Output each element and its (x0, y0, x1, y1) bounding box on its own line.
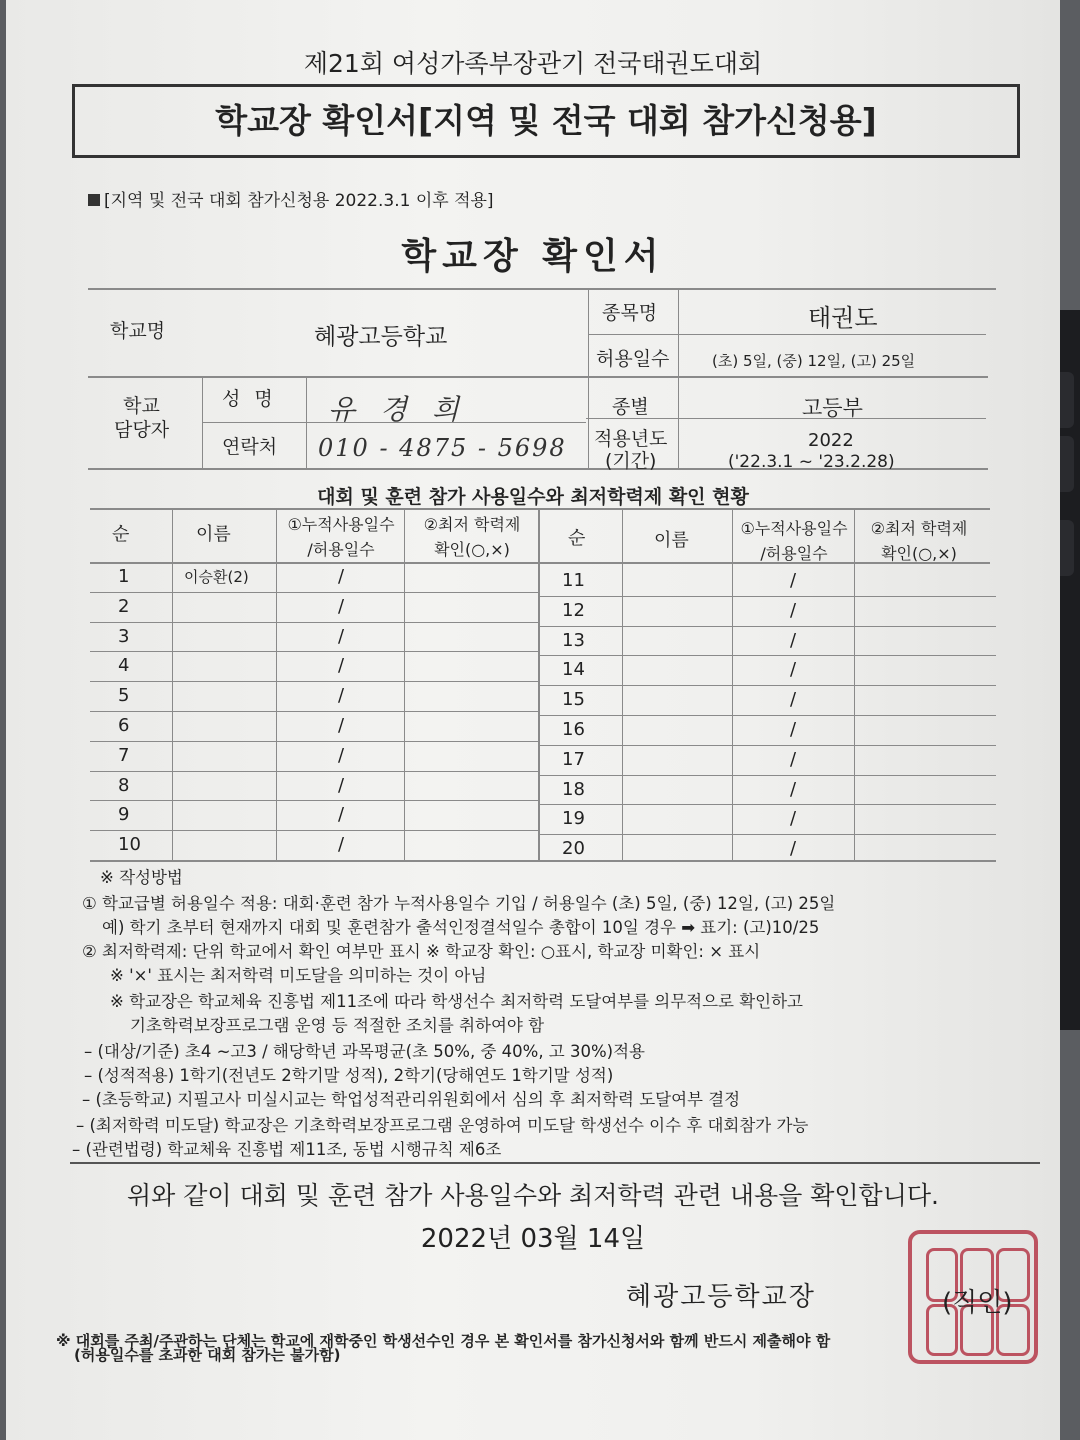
row-used-days: / (338, 626, 345, 647)
note-line: – (대상/기준) 초4 ~고3 / 해당학년 과목평균(초 50%, 중 40%, 고 30%)적용 (84, 1042, 645, 1061)
contact-handwritten: 010 - 4875 - 5698 (318, 434, 567, 462)
sport-value: 태권도 (808, 304, 878, 332)
year-value: 2022 (808, 430, 854, 451)
row-used-days: / (790, 719, 797, 740)
row-used-days: / (790, 659, 797, 680)
row-used-days: / (338, 775, 345, 796)
note-line: – (관련법령) 학교체육 진흥법 제11조, 동법 시행규칙 제6조 (72, 1140, 502, 1159)
note-line: – (최저학력 미도달) 학교장은 기초학력보장프로그램 운영하여 미도달 학생선수 이수 후 대회참가 가능 (76, 1116, 809, 1135)
row-number: 10 (118, 834, 141, 855)
manager-label: 학교 담당자 (114, 395, 170, 441)
footer-note: ※ 대회를 주최/주관하는 단체는 학교에 재학중인 학생선수인 경우 본 확인서를 참가신청서와 함께 반드시 제출해야 함 (56, 1332, 831, 1350)
row-used-days: / (790, 600, 797, 621)
note-line: 기초학력보장프로그램 운영 등 적절한 조치를 취하여야 함 (130, 1016, 545, 1035)
status-title: 대회 및 훈련 참가 사용일수와 최저학력제 확인 현황 (317, 486, 749, 508)
year-label: 적용년도 (기간) (594, 428, 668, 472)
note-line: – (성적적용) 1학기(전년도 2학기말 성적), 2학기(당해연도 1학기말 성적) (84, 1066, 614, 1085)
row-used-days: / (338, 745, 345, 766)
row-number: 16 (562, 719, 585, 740)
row-number: 20 (562, 838, 585, 859)
header-no-right: 순 (568, 528, 586, 549)
allowed-days-label: 허용일수 (596, 348, 670, 370)
note-line: ① 학교급별 허용일수 적용: 대회·훈련 참가 누적사용일수 기입 / 허용일수 (초) 5일, (중) 12일, (고) 25일 (82, 894, 836, 913)
row-used-days: / (338, 804, 345, 825)
document-title: 학교장 확인서 (401, 236, 665, 277)
footer-note-sub: (허용일수를 초과한 대회 참가는 불가함) (74, 1346, 341, 1364)
header-check-right: ②최저 학력제 확인(○,×) (870, 519, 968, 563)
category-value: 고등부 (802, 396, 863, 420)
issue-date: 2022년 03월 14일 (420, 1224, 646, 1254)
note-line: – (초등학교) 지필고사 미실시교는 학업성적관리위원회에서 심의 후 최저학력 도달여부 결정 (82, 1090, 741, 1109)
row-number: 7 (118, 745, 130, 766)
header-no-left: 순 (112, 524, 130, 545)
header-used-right: ①누적사용일수 /허용일수 (740, 519, 848, 563)
name-label: 성 명 (222, 388, 277, 410)
row-name: 이승환(2) (184, 568, 249, 586)
square-icon (88, 194, 100, 206)
signer-name: 혜광고등학교장 (626, 1282, 816, 1312)
header-check-left: ②최저 학력제 확인(○,×) (423, 515, 521, 559)
manager-name-handwritten: 유 경 희 (328, 393, 467, 426)
row-number: 3 (118, 626, 130, 647)
row-used-days: / (790, 779, 797, 800)
row-number: 11 (562, 570, 585, 591)
row-number: 6 (118, 715, 130, 736)
header-used-left: ①누적사용일수 /허용일수 (287, 515, 395, 559)
row-number: 4 (118, 655, 130, 676)
confirmation-statement: 위와 같이 대회 및 훈련 참가 사용일수와 최저학력 관련 내용을 확인합니다. (127, 1181, 939, 1210)
row-number: 15 (562, 689, 585, 710)
note-line: ② 최저학력제: 단위 학교에서 확인 여부만 표시 ※ 학교장 확인: ○표시, 학교장 미확인: × 표시 (82, 942, 761, 961)
row-used-days: / (338, 655, 345, 676)
row-used-days: / (790, 630, 797, 651)
row-used-days: / (790, 808, 797, 829)
row-number: 14 (562, 659, 585, 680)
contact-label: 연락처 (222, 436, 278, 458)
row-number: 8 (118, 775, 130, 796)
document-paper (6, 0, 1060, 1440)
row-number: 5 (118, 685, 130, 706)
row-number: 9 (118, 804, 130, 825)
sport-label: 종목명 (602, 302, 658, 324)
school-name-value: 혜광고등학교 (314, 324, 448, 350)
period-value: ('22.3.1 ~ '23.2.28) (728, 452, 895, 472)
header-name-right: 이름 (654, 530, 689, 551)
header-name-left: 이름 (196, 524, 231, 545)
category-label: 종별 (612, 396, 649, 418)
event-title: 제21회 여성가족부장관기 전국태권도대회 (303, 49, 763, 78)
row-number: 1 (118, 566, 130, 587)
row-used-days: / (790, 689, 797, 710)
allowed-days-value: (초) 5일, (중) 12일, (고) 25일 (712, 352, 916, 370)
row-used-days: / (790, 749, 797, 770)
row-number: 2 (118, 596, 130, 617)
notice-text: [지역 및 전국 대회 참가신청용 2022.3.1 이후 적용] (104, 191, 494, 211)
row-used-days: / (338, 715, 345, 736)
notice-line (88, 186, 494, 211)
row-used-days: / (790, 838, 797, 859)
note-line: ※ 작성방법 (100, 868, 183, 887)
note-line: 예) 학기 초부터 현재까지 대회 및 훈련참가 출석인정결석일수 총합이 10일 경우 ➡ 표기: (고)10/25 (102, 918, 820, 937)
row-number: 17 (562, 749, 585, 770)
row-number: 13 (562, 630, 585, 651)
row-number: 12 (562, 600, 585, 621)
row-used-days: / (338, 685, 345, 706)
row-number: 18 (562, 779, 585, 800)
row-used-days: / (790, 570, 797, 591)
row-used-days: / (338, 596, 345, 617)
row-number: 19 (562, 808, 585, 829)
box-title: 학교장 확인서[지역 및 전국 대회 참가신청용] (72, 84, 1020, 158)
school-name-label: 학교명 (110, 320, 166, 342)
note-line: ※ '×' 표시는 최저학력 미도달을 의미하는 것이 아님 (110, 966, 487, 985)
note-line: ※ 학교장은 학교체육 진흥법 제11조에 따라 학생선수 최저학력 도달여부를 의무적으로 확인하고 (110, 992, 803, 1011)
seal-label: (직인) (942, 1288, 1013, 1318)
row-used-days: / (338, 566, 345, 587)
row-used-days: / (338, 834, 345, 855)
